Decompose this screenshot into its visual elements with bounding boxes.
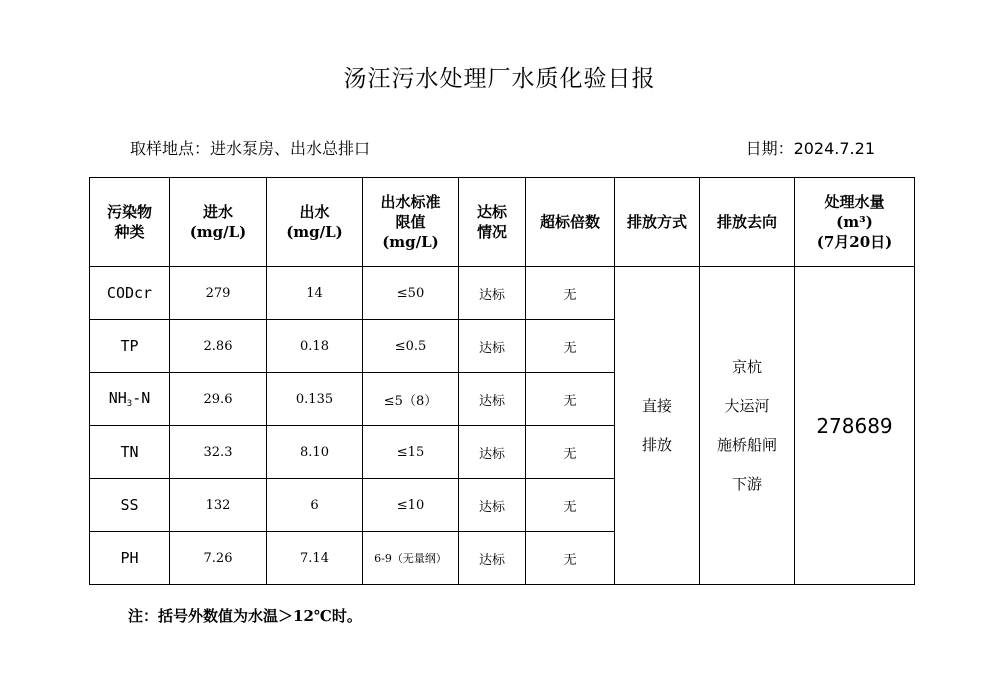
treated-volume: 278689	[795, 267, 915, 585]
status-value: 达标	[459, 267, 526, 320]
exceed-value: 无	[526, 479, 615, 532]
standard-limit: 6-9（无量纲）	[363, 532, 459, 585]
inflow-value: 2.86	[170, 320, 267, 373]
footnote: 注：括号外数值为水温＞12℃时。	[128, 607, 362, 625]
report-title: 汤汪污水处理厂水质化验日报	[343, 66, 656, 92]
water-quality-table	[89, 177, 915, 585]
pollutant-name: TP	[90, 320, 170, 373]
status-value: 达标	[459, 320, 526, 373]
table-row	[90, 267, 915, 320]
status-value: 达标	[459, 373, 526, 426]
outflow-value: 0.18	[267, 320, 363, 373]
exceed-value: 无	[526, 426, 615, 479]
header-destination: 排放去向	[700, 178, 795, 267]
pollutant-name: SS	[90, 479, 170, 532]
discharge-method: 直接 排放	[615, 267, 700, 585]
status-value: 达标	[459, 532, 526, 585]
inflow-value: 279	[170, 267, 267, 320]
standard-limit: ≤5（8）	[363, 373, 459, 426]
standard-limit: ≤10	[363, 479, 459, 532]
discharge-destination: 京杭 大运河 施桥船闸 下游	[700, 267, 795, 585]
header-method: 排放方式	[615, 178, 700, 267]
outflow-value: 0.135	[267, 373, 363, 426]
header-outflow: 出水 (mg/L)	[267, 178, 363, 267]
exceed-value: 无	[526, 532, 615, 585]
header-pollutant: 污染物 种类	[90, 178, 170, 267]
status-value: 达标	[459, 426, 526, 479]
exceed-value: 无	[526, 373, 615, 426]
outflow-value: 8.10	[267, 426, 363, 479]
outflow-value: 14	[267, 267, 363, 320]
inflow-value: 29.6	[170, 373, 267, 426]
header-volume: 处理水量 (m³) (7月20日)	[795, 178, 915, 267]
report-date: 日期：2024.7.21	[745, 139, 875, 158]
header-exceed: 超标倍数	[526, 178, 615, 267]
pollutant-name: TN	[90, 426, 170, 479]
standard-limit: ≤0.5	[363, 320, 459, 373]
outflow-value: 7.14	[267, 532, 363, 585]
header-standard: 出水标准 限值 (mg/L)	[363, 178, 459, 267]
exceed-value: 无	[526, 267, 615, 320]
header-inflow: 进水 (mg/L)	[170, 178, 267, 267]
standard-limit: ≤50	[363, 267, 459, 320]
pollutant-name: CODcr	[90, 267, 170, 320]
outflow-value: 6	[267, 479, 363, 532]
pollutant-name: $NH_3-N$	[90, 373, 170, 426]
inflow-value: 132	[170, 479, 267, 532]
pollutant-name: PH	[90, 532, 170, 585]
status-value: 达标	[459, 479, 526, 532]
standard-limit: ≤15	[363, 426, 459, 479]
exceed-value: 无	[526, 320, 615, 373]
inflow-value: 32.3	[170, 426, 267, 479]
sampling-location: 取样地点：进水泵房、出水总排口	[130, 139, 371, 158]
header-status: 达标 情况	[459, 178, 526, 267]
inflow-value: 7.26	[170, 532, 267, 585]
header-row	[90, 178, 915, 267]
